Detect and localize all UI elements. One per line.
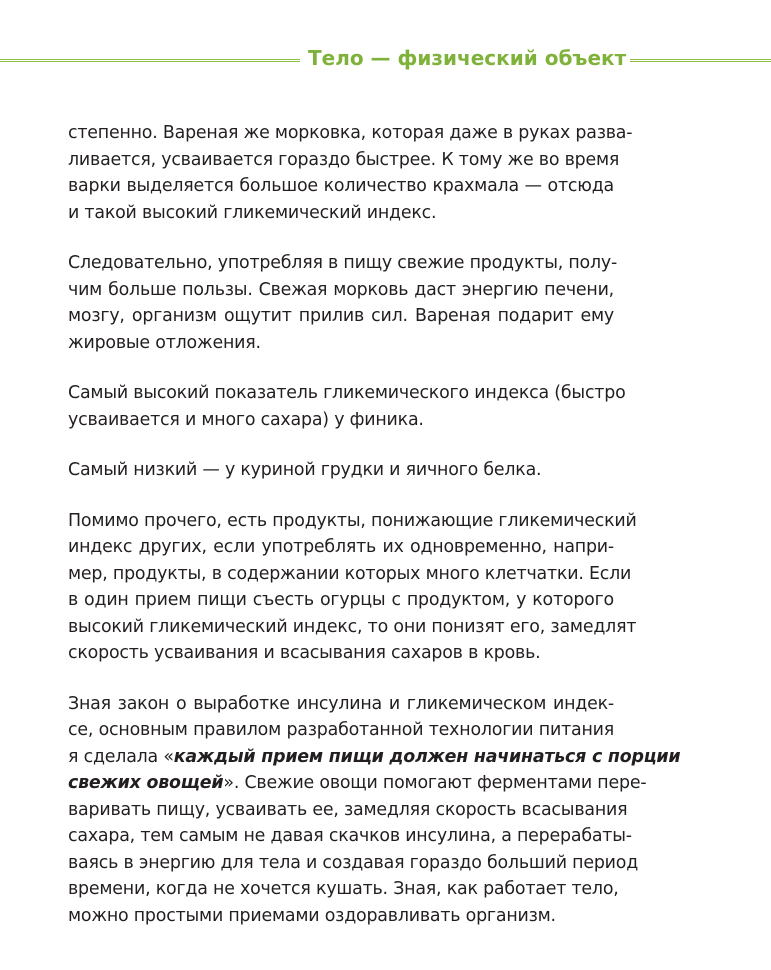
paragraph-2 — [68, 250, 618, 356]
header-rule-right — [630, 59, 771, 62]
header-rule-left — [0, 59, 300, 62]
text-line: мер, продукты, в содержании которых много клетчатки. Если — [68, 563, 632, 584]
text-line: времени, когда не хочется кушать. Зная, как работает тело, — [68, 879, 619, 899]
text-line: индекс других, если употреблять их одновременно, напри- — [68, 537, 614, 557]
text-run: я сделала « — [68, 746, 174, 767]
text-line — [68, 744, 681, 771]
emphasized-rule-text: каждый прием пищи должен начинаться с порции — [173, 746, 681, 767]
paragraph-6 — [68, 691, 681, 930]
text-line: сахара, тем самым не давая скачков инсулина, а перерабаты- — [68, 826, 632, 846]
text-line: можно простыми приемами оздоравливать организм. — [68, 905, 556, 926]
text-line: Помимо прочего, есть продукты, понижающие гликемический — [68, 510, 637, 531]
text-line: мозгу, организм ощутит прилив сил. Вареная подарит ему — [68, 306, 614, 326]
paragraph-5 — [68, 508, 637, 667]
emphasized-rule-text: свежих овощей — [68, 773, 224, 793]
text-line: жировые отложения. — [68, 332, 261, 353]
paragraph-4 — [68, 457, 614, 484]
text-line: Зная закон о выработке инсулина и гликемическом индек- — [68, 693, 614, 714]
text-line: варки выделяется большое количество крахмала — отсюда — [68, 176, 614, 196]
text-line: се, основным правилом разработанной технологии питания — [68, 720, 614, 740]
text-line: и такой высокий гликемический индекс. — [68, 202, 437, 223]
text-line: чим больше пользы. Свежая морковь даст энергию печени, — [68, 279, 614, 300]
running-header-title: Тело — физический объект — [308, 46, 627, 70]
text-line: Самый низкий — у куриной грудки и яичного белка. — [68, 460, 542, 480]
running-header — [0, 44, 771, 76]
text-line: в один прием пищи съесть огурцы с продуктом, у которого — [68, 590, 614, 610]
text-line: Самый высокий показатель гликемического индекса (быстро — [68, 383, 626, 403]
text-run: ». Свежие овощи помогают ферментами пере- — [223, 773, 647, 793]
text-line: Следовательно, употребляя в пищу свежие продукты, полу- — [68, 253, 618, 273]
text-line: ваясь в энергию для тела и создавая гораздо больший период — [68, 852, 639, 873]
text-line: скорость усваивания и всасывания сахаров в кровь. — [68, 643, 541, 663]
text-line: степенно. Вареная же морковка, которая даже в руках разва- — [68, 123, 633, 143]
paragraph-3 — [68, 380, 626, 433]
text-line — [68, 770, 647, 797]
page-body — [68, 120, 681, 953]
text-line: ливается, усваивается гораздо быстрее. К тому же во время — [68, 149, 620, 170]
paragraph-1 — [68, 120, 633, 226]
text-line: усваивается и много сахара) у финика. — [68, 409, 424, 430]
text-line: высокий гликемический индекс, то они понизят его, замедлят — [68, 616, 637, 637]
text-line: варивать пищу, усваивать ее, замедляя скорость всасывания — [68, 799, 628, 820]
